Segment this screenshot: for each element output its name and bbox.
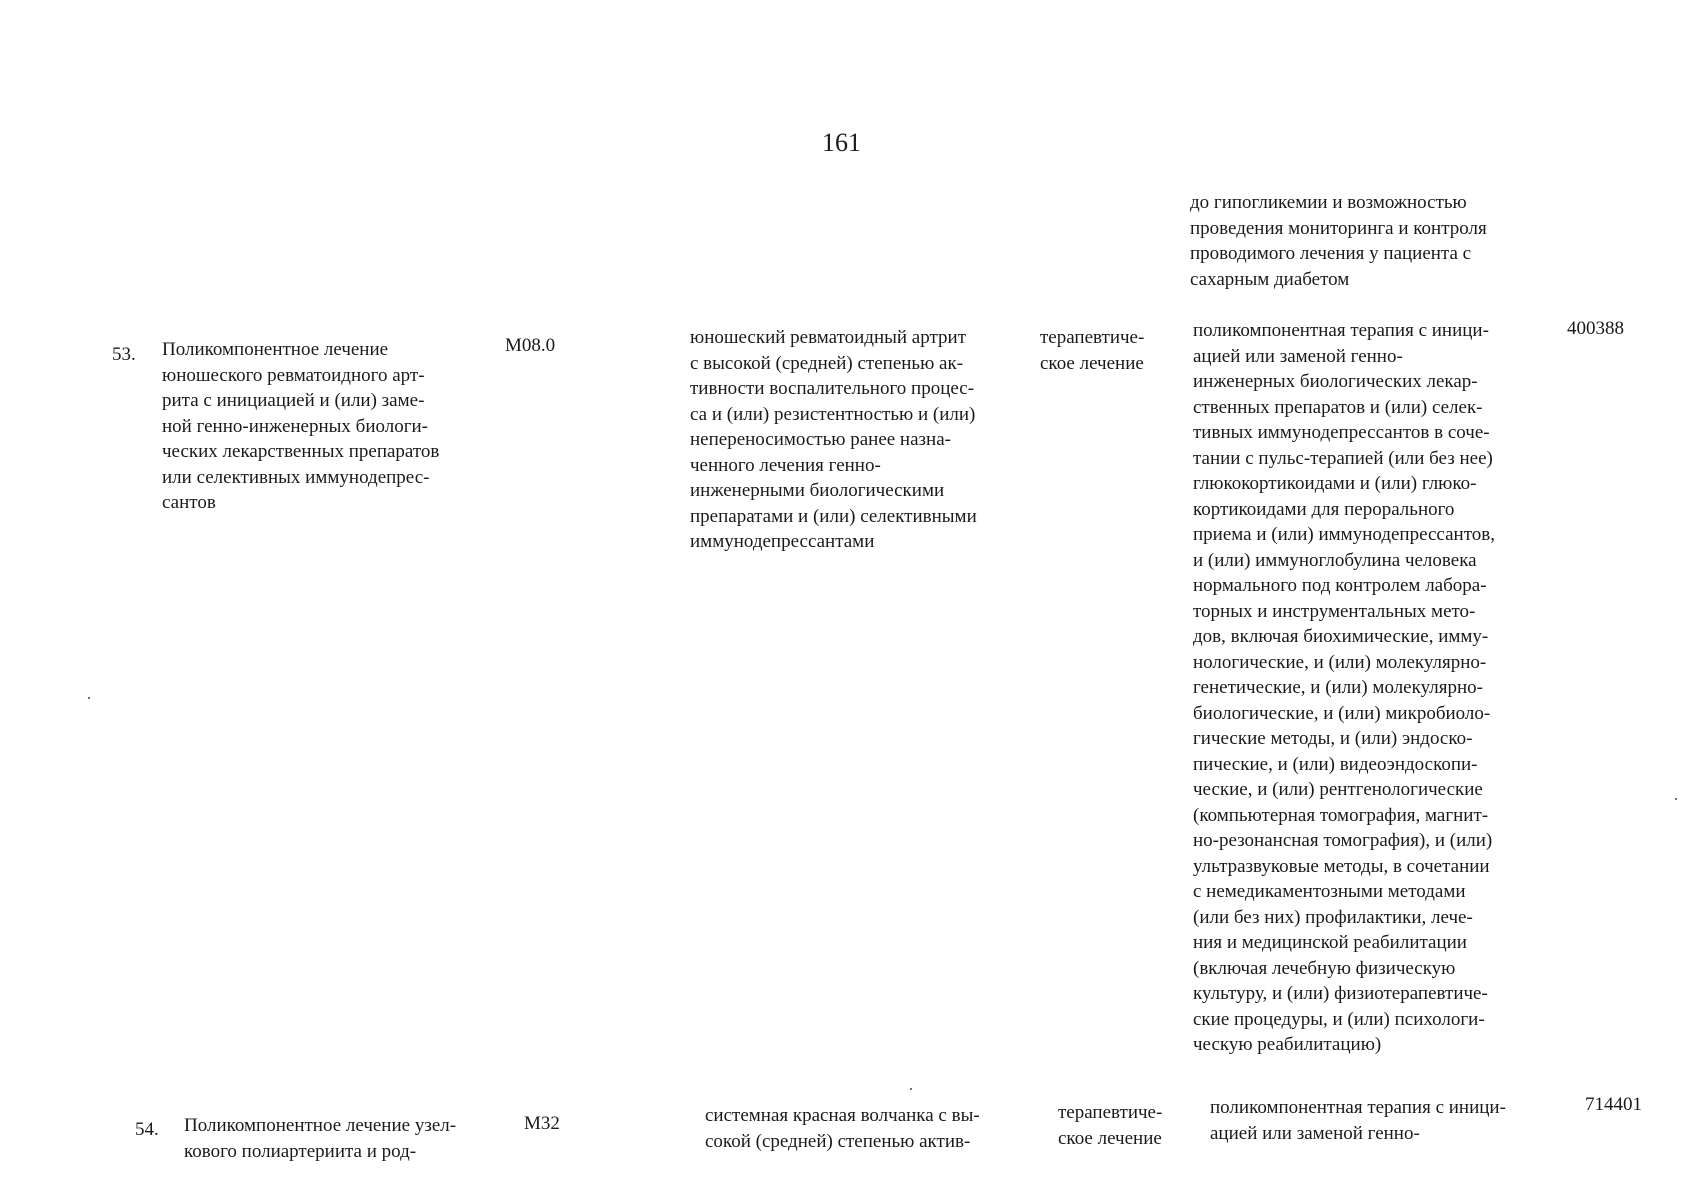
row-method: поликомпонентная терапия с иници- ацией или заменой генно- xyxy=(1210,1097,1506,1144)
row-name: Поликомпонентное лечение юношеского ревматоидного арт- рита с инициацией и (или) заме- ной генно-инженерных биологи- ческих лекарственных препаратов или селективных иммунодепрес- сантов xyxy=(162,339,440,513)
row-treatment-type: терапевтиче- ское лечение xyxy=(1040,327,1145,374)
row-number: 54. xyxy=(135,1119,159,1140)
row-model: системная красная волчанка с вы- сокой (средней) степенью актив- xyxy=(705,1105,980,1152)
row-code: M08.0 xyxy=(505,335,556,356)
scan-speck xyxy=(1675,798,1677,800)
row-price: 400388 xyxy=(1567,318,1624,339)
row-price: 714401 xyxy=(1585,1094,1642,1115)
page-number: 161 xyxy=(822,128,861,157)
row-model: юношеский ревматоидный артрит с высокой (средней) степенью ак- тивности воспалительного процес- са и (или) резистентностью и (или) непереносимостью ранее назна- ченного лечения генно- инженерными биологическими препаратами и (или) селективными иммунодепрессантами xyxy=(690,327,977,552)
row-code: M32 xyxy=(524,1113,560,1134)
continuation-text: до гипогликемии и возможностью проведения мониторинга и контроля проводимого лечения у пациента с сахарным диабетом xyxy=(1190,192,1487,290)
scan-speck xyxy=(88,697,90,699)
row-name: Поликомпонентное лечение узел- кового полиартериита и род- xyxy=(184,1115,457,1162)
row-method: поликомпонентная терапия с иници- ацией или заменой генно- инженерных биологических лекар- ственных препаратов и (или) селек- тивных иммунодепрессантов в соче- тании с пульс-терапией (или без нее) глюкокортикоидами и (или) глюко- кортикоидами для перорального приема и (или) иммунодепрессантов, и (или) иммуноглобулина человека нормального под контролем лабора- торных и инструментальных мето- дов, включая биохимические, имму- нологические, и (или) молекулярно- генетические, и (или) молекулярно- биологические, и (или) микробиоло- гические методы, и (или) эндоско- пические, и (или) видеоэндоскопи- ческие, и (или) рентгенологические (компьютерная томография, магнит- но-резонансная томография), и (или) ультразвуковые методы, в сочетании с немедикаментозными методами (или без них) профилактики, лече- ния и медицинской реабилитации (включая лечебную физическую культуру, и (или) физиотерапевтиче- ские процедуры, и (или) психологи- ческую реабилитацию) xyxy=(1193,320,1495,1055)
row-treatment-type: терапевтиче- ское лечение xyxy=(1058,1102,1163,1149)
row-number: 53. xyxy=(112,344,136,365)
scan-speck xyxy=(910,1088,912,1090)
